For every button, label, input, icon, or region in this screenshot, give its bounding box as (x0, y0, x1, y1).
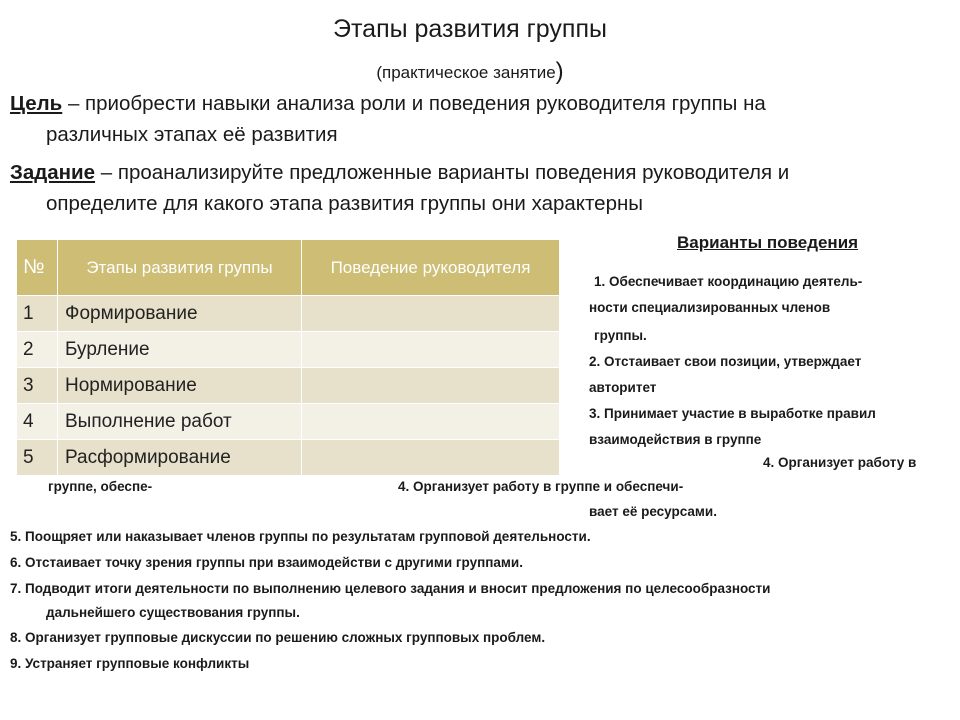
variant-line: 4. Организует работу в группе и обеспечи- (398, 479, 684, 494)
variant-line: 1. Обеспечивает координацию деятель- (594, 274, 863, 289)
row-behavior-cell[interactable] (302, 404, 560, 440)
header-behavior: Поведение руководителя (302, 240, 560, 296)
task-text-continued: определите для какого этапа развития группы они характерны (46, 192, 644, 215)
goal-text-continued: различных этапах её развития (46, 123, 338, 146)
task-paragraph (10, 157, 950, 219)
row-behavior-cell[interactable] (302, 332, 560, 368)
subtitle-paren: ) (555, 58, 564, 85)
variant-line: группе, обеспе- (48, 479, 153, 494)
slide-subtitle (0, 58, 940, 86)
table-row (17, 332, 560, 368)
variant-line: взаимодействия в группе (589, 432, 762, 447)
stages-table (17, 240, 560, 475)
variant-line: 5. Поощряет или наказывает членов группы по результатам групповой деятельности. (10, 529, 591, 544)
row-number: 5 (17, 440, 58, 476)
variant-line: дальнейшего существования группы. (46, 605, 300, 620)
row-number: 4 (17, 404, 58, 440)
goal-text: – приобрести навыки анализа роли и поведения руководителя группы на (62, 92, 766, 115)
header-stages: Этапы развития группы (58, 240, 302, 296)
row-stage: Расформирование (58, 440, 302, 476)
variant-line: вает её ресурсами. (589, 504, 717, 519)
goal-label: Цель (10, 92, 63, 115)
task-label: Задание (10, 161, 96, 184)
row-stage: Выполнение работ (58, 404, 302, 440)
variant-line: авторитет (589, 380, 657, 395)
variant-line: 9. Устраняет групповые конфликты (10, 656, 250, 671)
header-number: № (17, 240, 58, 296)
variant-line: 2. Отстаивает свои позиции, утверждает (589, 354, 862, 369)
row-behavior-cell[interactable] (302, 368, 560, 404)
variant-line: 4. Организует работу в (763, 455, 917, 470)
table-row (17, 296, 560, 332)
table-row (17, 368, 560, 404)
row-number: 1 (17, 296, 58, 332)
slide-title: Этапы развития группы (333, 15, 607, 43)
task-text: – проанализируйте предложенные варианты поведения руководителя и (95, 161, 790, 184)
row-stage: Бурление (58, 332, 302, 368)
variant-line: 7. Подводит итоги деятельности по выполнению целевого задания и вносит предложения по целесообразности (10, 581, 771, 596)
variant-line: 6. Отстаивает точку зрения группы при взаимодействи с другими группами. (10, 555, 523, 570)
variants-title: Варианты поведения (677, 233, 859, 252)
subtitle-text: (практическое занятие (376, 63, 556, 82)
table-row (17, 404, 560, 440)
variant-line: 3. Принимает участие в выработке правил (589, 406, 876, 421)
row-behavior-cell[interactable] (302, 440, 560, 476)
variant-line: 8. Организует групповые дискуссии по решению сложных групповых проблем. (10, 630, 546, 645)
variant-line: ности специализированных членов (589, 300, 831, 315)
row-number: 3 (17, 368, 58, 404)
table-header-row (17, 240, 560, 296)
row-stage: Формирование (58, 296, 302, 332)
row-number: 2 (17, 332, 58, 368)
table-row (17, 440, 560, 476)
row-behavior-cell[interactable] (302, 296, 560, 332)
row-stage: Нормирование (58, 368, 302, 404)
goal-paragraph (10, 88, 950, 150)
variant-line: группы. (594, 328, 647, 343)
